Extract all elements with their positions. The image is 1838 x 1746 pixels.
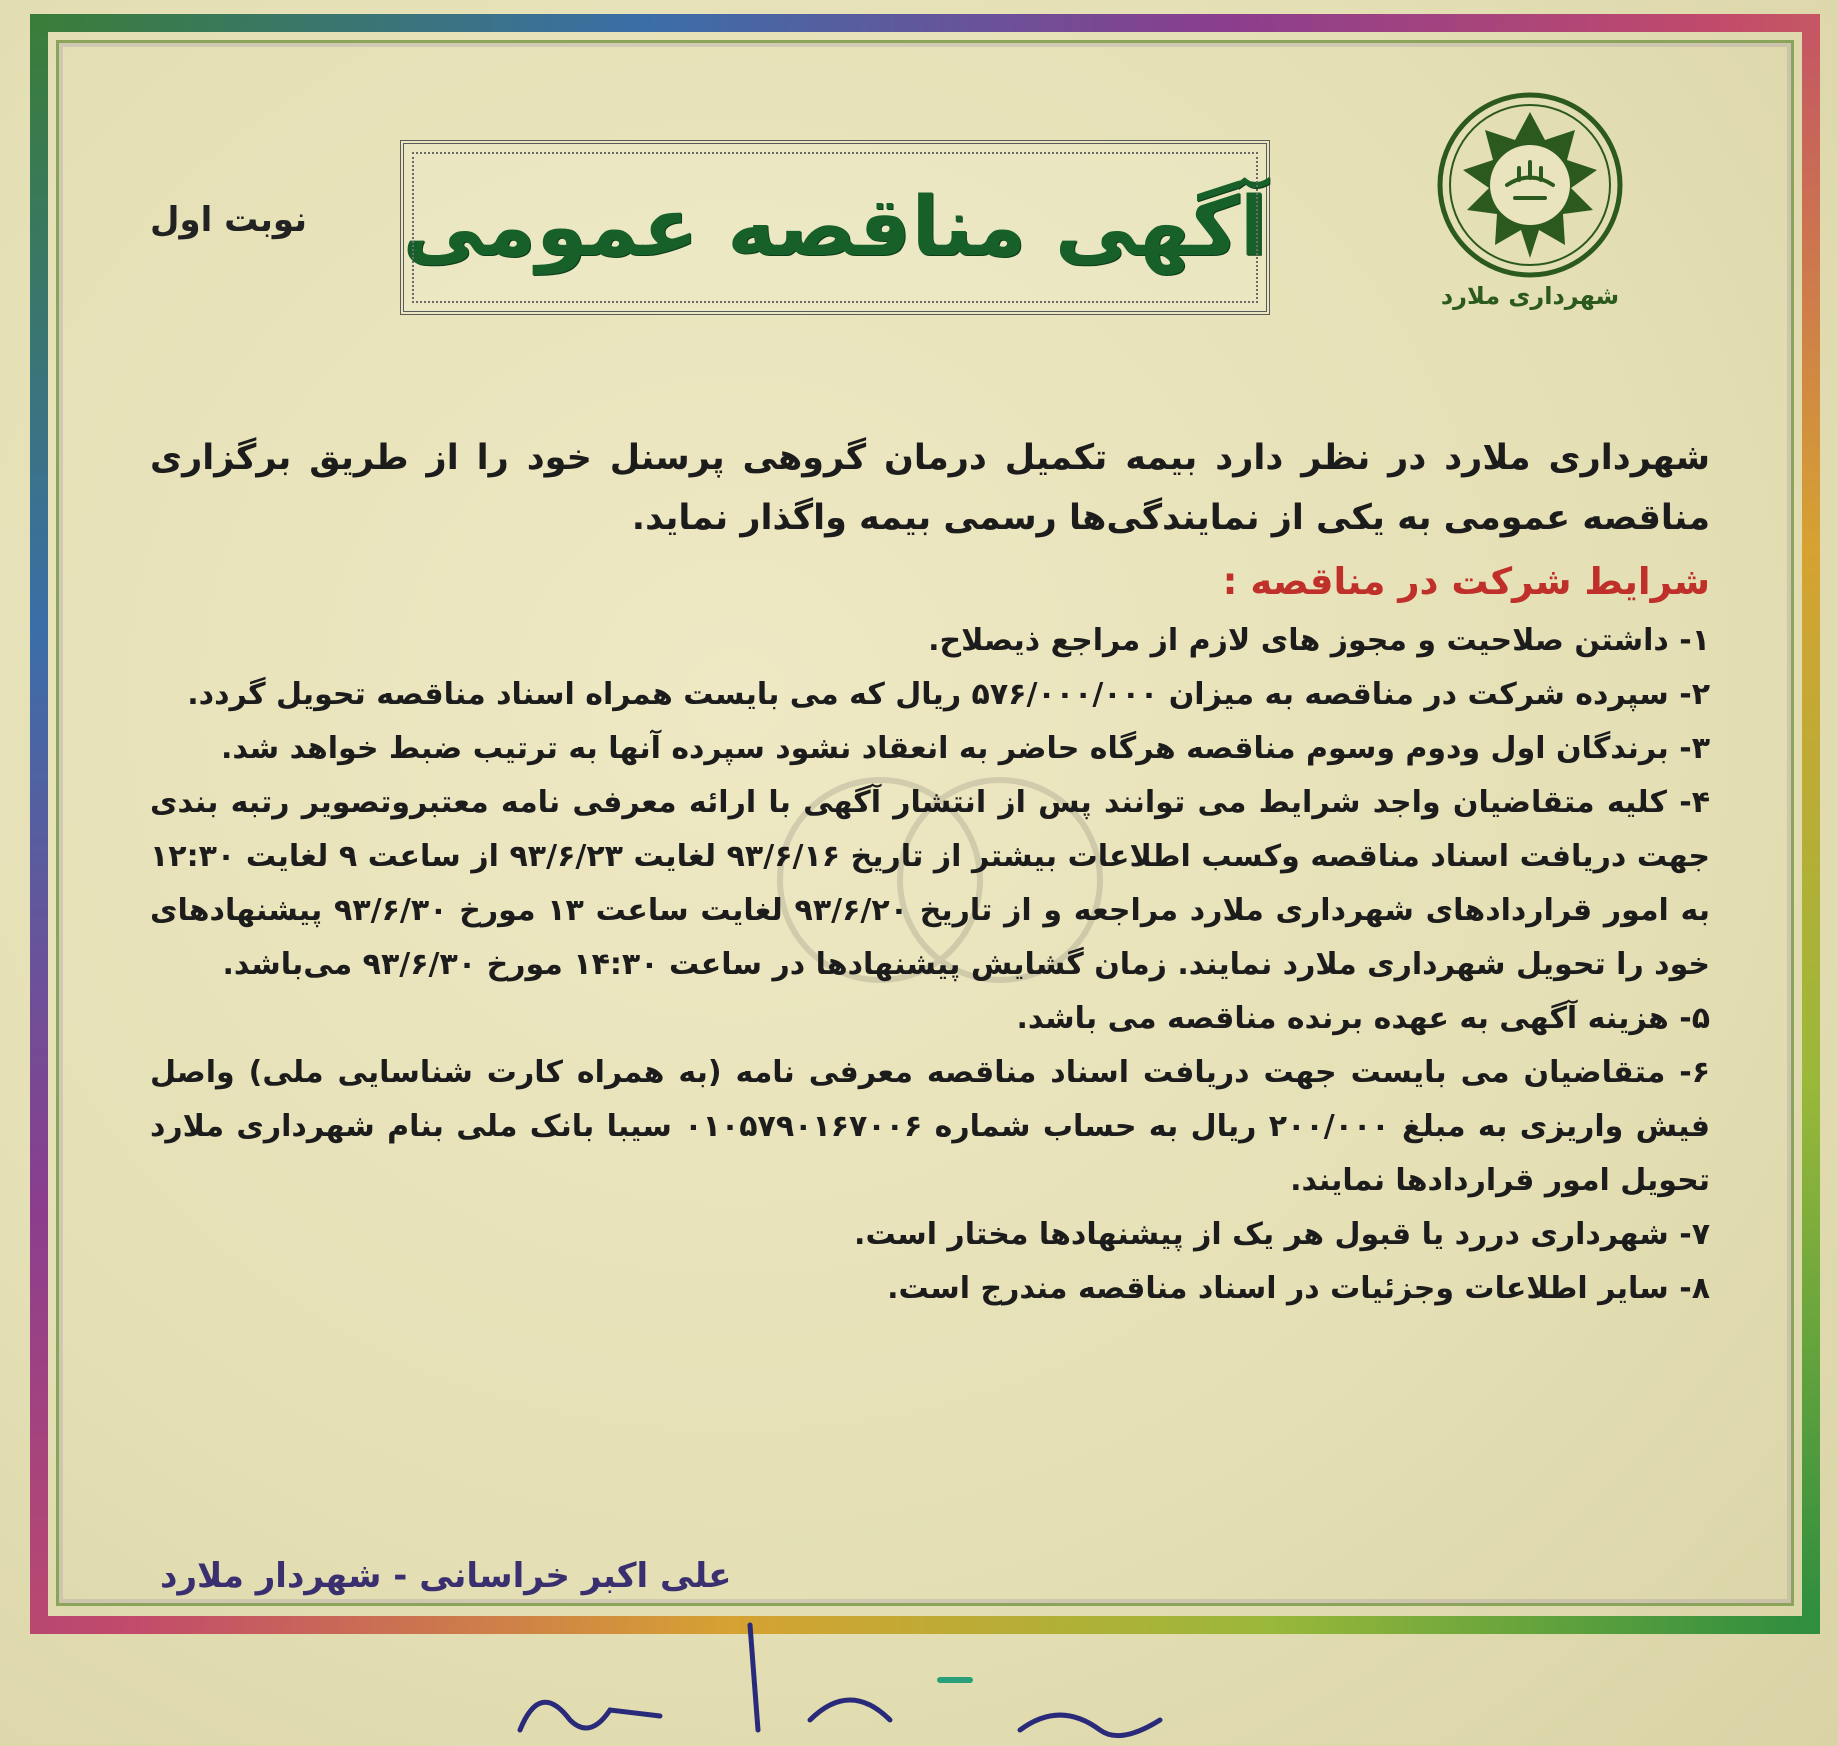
- title-box: [400, 140, 1270, 315]
- condition-item: ۶- متقاضیان می بایست جهت دریافت اسناد مناقصه معرفی نامه (به همراه کارت شناسایی ملی) واصل فیش واریزی به مبلغ ۲۰۰/۰۰۰ ریال به حساب شماره ۰۱۰۵۷۹۰۱۶۷۰۰۶ سیبا بانک ملی بنام شهرداری ملارد تحویل امور قراردادها نمایند.: [150, 1055, 1710, 1198]
- handwritten-annotation: [500, 1620, 1200, 1746]
- announcement-body: [150, 428, 1710, 1316]
- condition-item: ۳- برندگان اول ودوم وسوم مناقصه هرگاه حاضر به انعقاد نشود سپرده آنها به ترتیب ضبط خواهد شد.: [220, 731, 1710, 766]
- page-title: آگهی مناقصه عمومی: [402, 180, 1268, 275]
- publication-round: نوبت اول: [150, 200, 307, 240]
- condition-item: ۴- کلیه متقاضیان واجد شرایط می توانند پس از انتشار آگهی با ارائه معرفی نامه معتبروتصویر رتبه بندی جهت دریافت اسناد مناقصه وکسب اطلاعات بیشتر از تاریخ ۹۳/۶/۱۶ لغایت ۹۳/۶/۲۳ از ساعت ۹ لغایت ۱۲:۳۰ به امور قراردادهای شهرداری ملارد مراجعه و از تاریخ ۹۳/۶/۲۰ لغایت ساعت ۱۳ مورخ ۹۳/۶/۳۰ پیشنهادهای خود را تحویل شهرداری ملارد نمایند. زمان گشایش پیشنهادها در ساعت ۱۴:۳۰ مورخ ۹۳/۶/۳۰ می‌باشد.: [150, 785, 1710, 982]
- intro-paragraph: شهرداری ملارد در نظر دارد بیمه تکمیل درمان گروهی پرسنل خود را از طریق برگزاری مناقصه عمومی به یکی از نمایندگی‌ها رسمی بیمه واگذار نماید.: [150, 438, 1710, 538]
- condition-item: ۸- سایر اطلاعات وجزئیات در اسناد مناقصه مندرج است.: [887, 1271, 1710, 1306]
- signature: علی اکبر خراسانی - شهردار ملارد: [160, 1556, 732, 1596]
- municipality-seal-icon: [1435, 90, 1625, 280]
- condition-item: ۵- هزینه آگهی به عهده برنده مناقصه می باشد.: [1016, 1001, 1710, 1036]
- condition-item: ۷- شهرداری دررد یا قبول هر یک از پیشنهادها مختار است.: [854, 1217, 1710, 1252]
- municipality-logo: [1420, 90, 1640, 350]
- logo-caption: شهرداری ملارد: [1440, 282, 1620, 310]
- condition-item: ۲- سپرده شرکت در مناقصه به میزان ۵۷۶/۰۰۰/۰۰۰ ریال که می بایست همراه اسناد مناقصه تحویل گردد.: [187, 677, 1710, 712]
- conditions-heading: شرایط شرکت در مناقصه :: [1222, 560, 1710, 603]
- condition-item: ۱- داشتن صلاحیت و مجوز های لازم از مراجع ذیصلاح.: [928, 623, 1710, 658]
